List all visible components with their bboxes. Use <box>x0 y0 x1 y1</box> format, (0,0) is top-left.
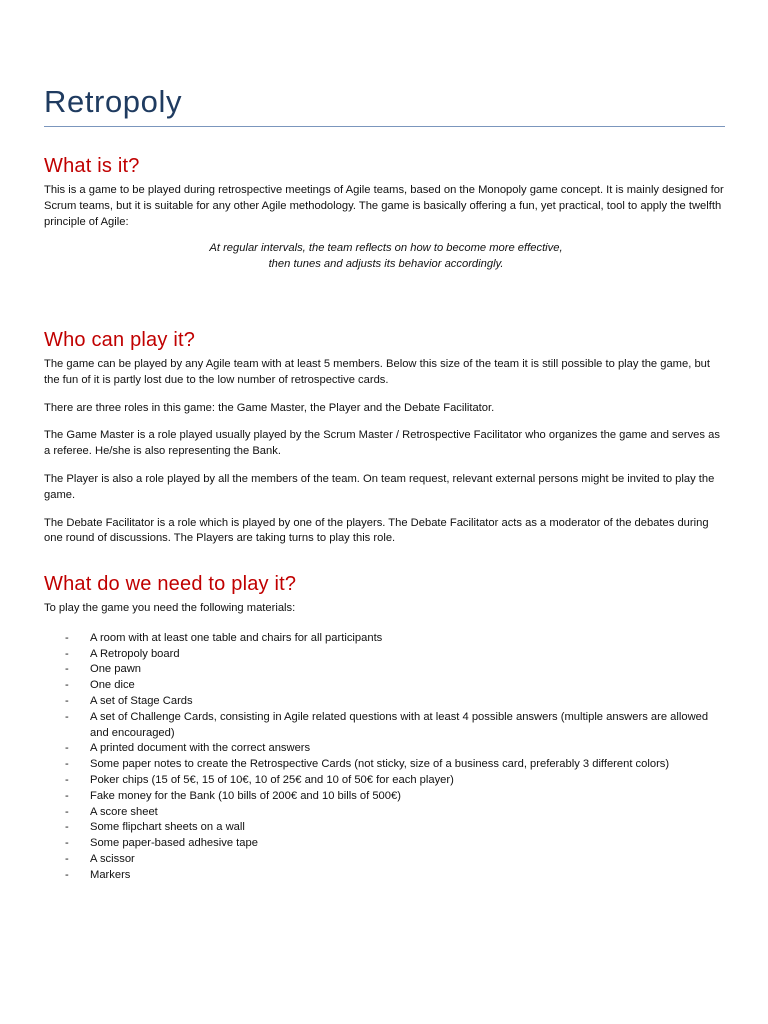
list-item-text: Some flipchart sheets on a wall <box>90 821 245 834</box>
list-item-text: A printed document with the correct answers <box>90 742 311 755</box>
list-item-text: One dice <box>90 679 135 692</box>
materials-list-item <box>44 852 728 868</box>
materials-list-item <box>44 757 728 773</box>
materials-list-item <box>44 836 728 852</box>
list-item-text: Markers <box>90 868 131 881</box>
materials-list-item <box>44 805 728 821</box>
materials-list-item <box>44 662 728 678</box>
materials-list-item <box>44 647 728 663</box>
list-bullet: - <box>65 694 69 707</box>
list-bullet: - <box>65 742 69 755</box>
list-item-text: Poker chips (15 of 5€, 15 of 10€, 10 of 25€ and 10 of 50€ for each player) <box>90 773 454 786</box>
section-who-can-play <box>44 329 728 547</box>
title-underline <box>44 126 725 127</box>
list-bullet: - <box>65 789 69 802</box>
list-item-text: A set of Challenge Cards, consisting in Agile related questions with at least 4 possible answers (multiple answers are allowed and encouraged) <box>90 710 709 739</box>
list-bullet: - <box>65 821 69 834</box>
materials-list-item <box>44 868 728 884</box>
list-bullet: - <box>65 852 69 865</box>
materials-list-item <box>44 678 728 694</box>
list-item-text: A score sheet <box>90 805 158 818</box>
list-bullet: - <box>65 773 69 786</box>
materials-list-item <box>44 631 728 647</box>
quote-line: then tunes and adjusts its behavior accordingly. <box>268 258 504 271</box>
list-item-text: A Retropoly board <box>90 647 180 660</box>
materials-list-item <box>44 820 728 836</box>
section-heading: What is it? <box>44 155 140 177</box>
section-paragraph: This is a game to be played during retrospective meetings of Agile teams, based on the Monopoly game concept. It is mainly designed for Scrum teams, but it is suitable for any other Agile methodology. The game is basically offering a fun, yet practical, tool to apply the twelfth principle of Agile: <box>44 184 724 228</box>
list-bullet: - <box>65 679 69 692</box>
section-what-do-we-need <box>44 573 728 884</box>
materials-list-item <box>44 789 728 805</box>
list-item-text: A scissor <box>90 852 135 865</box>
materials-list <box>44 631 728 884</box>
list-bullet: - <box>65 837 69 850</box>
list-bullet: - <box>65 631 69 644</box>
list-bullet: - <box>65 647 69 660</box>
section-what-is-it <box>44 155 728 273</box>
list-bullet: - <box>65 868 69 881</box>
section-paragraph: There are three roles in this game: the Game Master, the Player and the Debate Facilitator. <box>44 401 495 414</box>
document-title: Retropoly <box>44 84 183 119</box>
materials-list-item <box>44 741 728 757</box>
quote-line: At regular intervals, the team reflects on how to become more effective, <box>209 242 563 255</box>
list-item-text: A room with at least one table and chairs for all participants <box>90 631 383 644</box>
list-bullet: - <box>65 710 69 723</box>
list-bullet: - <box>65 663 69 676</box>
list-item-text: Some paper-based adhesive tape <box>90 837 258 850</box>
section-paragraph: The Debate Facilitator is a role which is played by one of the players. The Debate Facilitator acts as a moderator of the debates during one round of discussions. The Players are taking turns to play this role. <box>44 516 709 545</box>
list-item-text: Fake money for the Bank (10 bills of 200€ and 10 bills of 500€) <box>90 789 401 802</box>
section-heading: Who can play it? <box>44 329 196 351</box>
section-paragraph: The Player is also a role played by all the members of the team. On team request, relevant external persons might be invited to play the game. <box>44 472 715 501</box>
section-paragraph: The Game Master is a role played usually played by the Scrum Master / Retrospective Facilitator who organizes the game and serves as a referee. He/she is also representing the Bank. <box>44 429 720 458</box>
materials-list-item <box>44 710 728 742</box>
list-item-text: One pawn <box>90 663 141 676</box>
agile-principle-quote <box>44 241 728 273</box>
list-item-text: Some paper notes to create the Retrospective Cards (not sticky, size of a business card, preferably 3 different colors) <box>90 758 670 771</box>
list-item-text: A set of Stage Cards <box>90 694 193 707</box>
materials-list-item <box>44 773 728 789</box>
list-bullet: - <box>65 805 69 818</box>
section-heading: What do we need to play it? <box>44 573 297 595</box>
materials-list-item <box>44 694 728 710</box>
materials-intro: To play the game you need the following materials: <box>44 602 296 614</box>
section-paragraph: The game can be played by any Agile team with at least 5 members. Below this size of the team it is still possible to play the game, but the fun of it is partly lost due to the low number of retrospective cards. <box>44 358 710 386</box>
list-bullet: - <box>65 758 69 771</box>
